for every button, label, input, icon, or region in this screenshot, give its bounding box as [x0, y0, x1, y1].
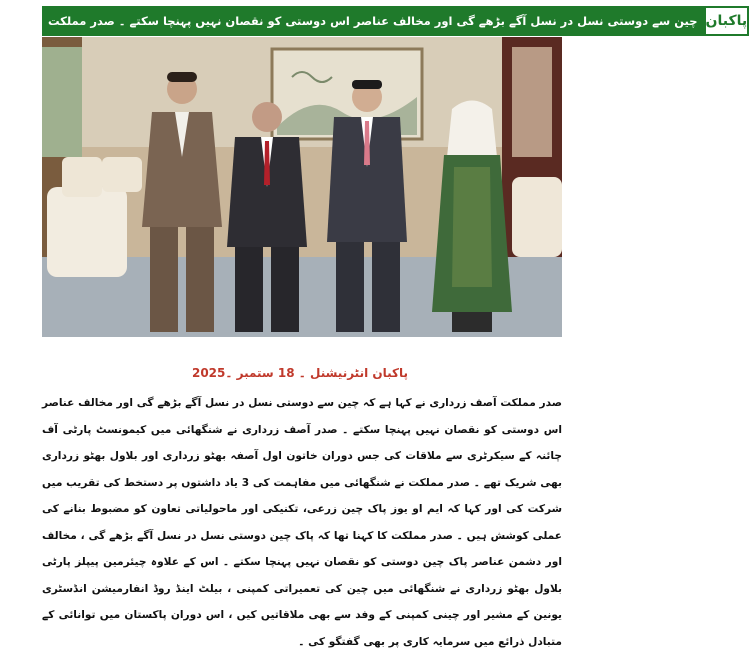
photo-caption: پاکبان انٹرنیشنل ۔ 18 ستمبر ۔2025 — [191, 366, 409, 380]
headline: چین سے دوستی نسل در نسل آگے بڑھے گی اور مخالف عناصر اس دوستی کو نقصان نہیں پہنچا سکتے ۔ صدر مملکت — [42, 6, 704, 36]
header-bar — [42, 6, 748, 36]
brand-logo: پاکبان — [704, 6, 749, 36]
group-photo-icon — [42, 37, 562, 337]
article-body: صدر مملکت آصف زرداری نے کہا ہے کہ چین سے دوستی نسل در نسل آگے بڑھے گی اور مخالف عناصر اس دوستی کو نقصان نہیں پہنچا سکتے ۔ صدر آصف زرداری نے شنگھائی میں کیمونسٹ پارٹی آف چائنہ کے سیکرٹری سے ملاقات کی جس دوران خاتون اول آصفہ بھٹو زرداری اور بلاول بھٹو زرداری بھی شریک تھے ۔ صدر مملکت نے شنگھائی میں مفاہمت کی 3 یاد داشتوں پر دستخط کی تقریب میں شرکت کی اور کہا کہ ایم او یوز پاک چین زرعی، تکنیکی اور ماحولیاتی تعاون کو مضبوط بنانے کی عملی کوشش ہیں ۔ صدر مملکت کا کہنا تھا کہ پاک چین دوستی نسل در نسل آگے بڑھے گی ، مخالف اور دشمن عناصر پاک چین دوستی کو نقصان نہیں پہنچا سکتے ۔ اس کے علاوہ چیئرمین پیپلز پارٹی بلاول بھٹو زرداری نے شنگھائی میں چین کی تعمیراتی کمپنی ، بیلٹ اینڈ روڈ انفارمیشن انڈسٹری یونین کے مشیر اور چینی کمپنی کے وفد سے بھی ملاقاتیں کیں ، اس دوران پاکستان میں توانائی کے متبادل ذرائع میں سرمایہ کاری پر بھی گفتگو کی ۔ — [42, 397, 562, 648]
group-photo — [42, 37, 562, 337]
